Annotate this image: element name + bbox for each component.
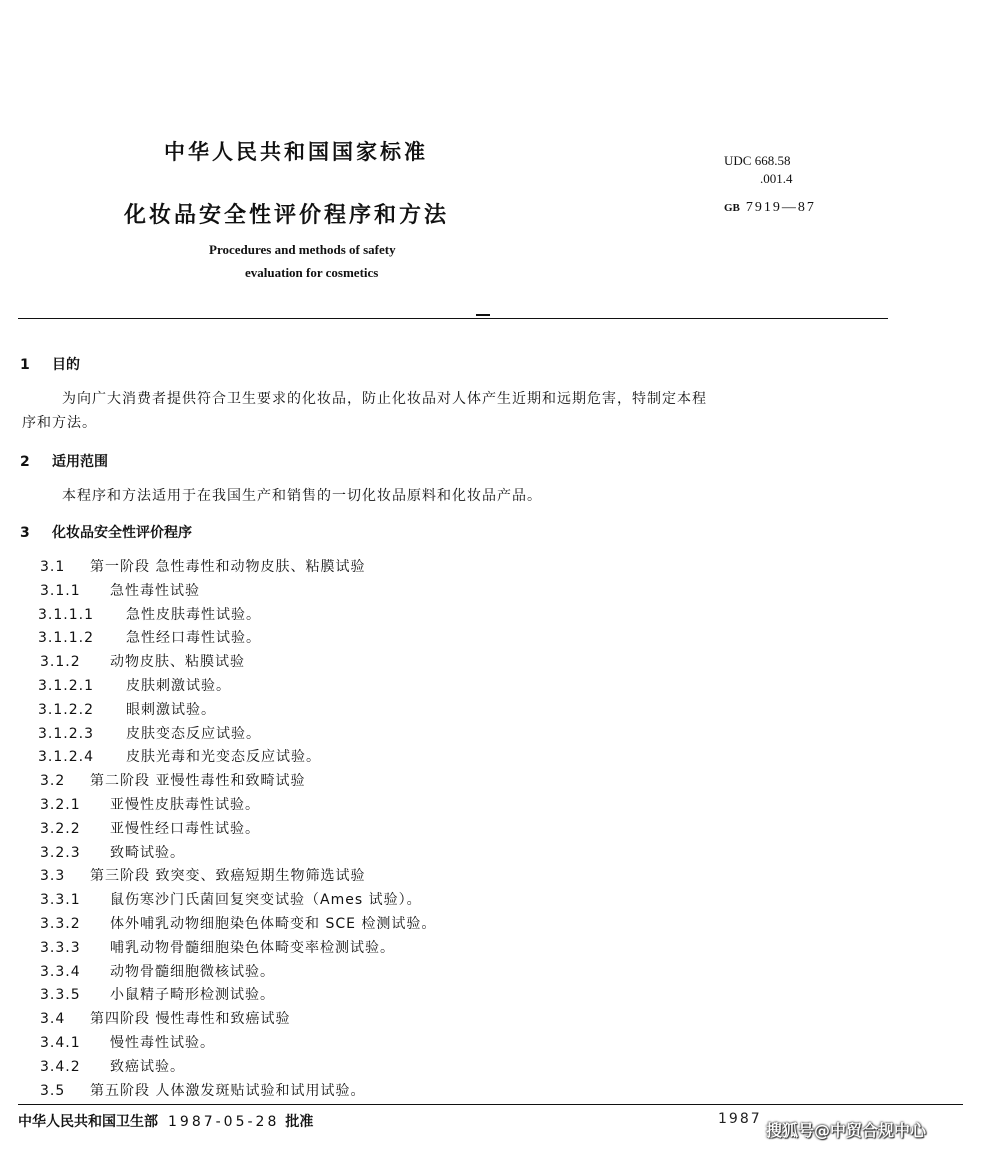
item-code: 3.3: [40, 868, 66, 884]
section-title: 目的: [52, 357, 80, 373]
procedure-item: [38, 699, 216, 719]
item-code: 3.1.1.2: [38, 630, 94, 646]
item-text: 急性皮肤毒性试验。: [126, 607, 261, 623]
section-2-heading: [20, 451, 108, 471]
procedure-item: [40, 651, 245, 671]
item-code: 3.1.2.3: [38, 726, 94, 742]
approver: 中华人民共和国卫生部: [18, 1114, 158, 1130]
item-text: 皮肤光毒和光变态反应试验。: [126, 749, 321, 765]
section-1-para-line1: 为向广大消费者提供符合卫生要求的化妆品，防止化妆品对人体产生近期和远期危害，特制定本程: [62, 391, 707, 407]
item-text: 眼刺激试验。: [126, 702, 216, 718]
gb-code: [724, 200, 816, 216]
watermark: 搜狐号@中贸合规中心: [766, 1121, 927, 1140]
procedure-item: [40, 984, 275, 1004]
procedure-item: [40, 889, 422, 909]
footer-rule: [18, 1104, 963, 1105]
item-text: 第一阶段 急性毒性和动物皮肤、粘膜试验: [90, 559, 366, 575]
item-code: 3.4: [40, 1011, 66, 1027]
item-text: 第五阶段 人体激发斑贴试验和试用试验。: [90, 1083, 366, 1099]
item-text: 动物皮肤、粘膜试验: [110, 654, 245, 670]
item-code: 3.3.5: [40, 987, 81, 1003]
procedure-item: [40, 1056, 185, 1076]
procedure-item: [38, 723, 261, 743]
approve-date: 1987-05-28: [168, 1114, 280, 1130]
header-dash: [476, 314, 490, 316]
item-text: 鼠伤寒沙门氏菌回复突变试验（Ames 试验）。: [110, 892, 422, 908]
item-text: 皮肤变态反应试验。: [126, 726, 261, 742]
procedure-item: [40, 937, 395, 957]
item-code: 3.3.2: [40, 916, 81, 932]
item-text: 致畸试验。: [110, 845, 185, 861]
item-text: 第三阶段 致突变、致癌短期生物筛选试验: [90, 868, 366, 884]
section-3-heading: [20, 522, 192, 542]
item-code: 3.1.1.1: [38, 607, 94, 623]
title-english-line2: evaluation for cosmetics: [245, 265, 379, 280]
item-code: 3.3.4: [40, 964, 81, 980]
procedure-item: [38, 746, 321, 766]
implementation-date: 1987: [718, 1111, 762, 1127]
item-code: 3.1.2.2: [38, 702, 94, 718]
procedure-item: [40, 1032, 215, 1052]
item-code: 3.4.1: [40, 1035, 81, 1051]
item-code: 3.4.2: [40, 1059, 81, 1075]
procedure-item: [40, 770, 305, 790]
title-chinese: 化妆品安全性评价程序和方法: [124, 203, 450, 228]
procedure-item: [40, 1080, 365, 1100]
item-code: 3.2: [40, 773, 66, 789]
procedure-item: [40, 818, 260, 838]
item-text: 哺乳动物骨髓细胞染色体畸变率检测试验。: [110, 940, 395, 956]
item-code: 3.1: [40, 559, 66, 575]
item-code: 3.5: [40, 1083, 66, 1099]
item-text: 急性毒性试验: [110, 583, 200, 599]
item-text: 小鼠精子畸形检测试验。: [110, 987, 275, 1003]
procedure-item: [40, 580, 200, 600]
item-text: 皮肤刺激试验。: [126, 678, 231, 694]
header-rule: [18, 318, 888, 319]
procedure-item: [40, 961, 275, 981]
item-text: 急性经口毒性试验。: [126, 630, 261, 646]
section-title: 适用范围: [52, 454, 108, 470]
section-title: 化妆品安全性评价程序: [52, 525, 192, 541]
item-code: 3.2.1: [40, 797, 81, 813]
procedure-item: [40, 1008, 290, 1028]
item-text: 慢性毒性试验。: [110, 1035, 215, 1051]
gb-prefix: GB: [724, 202, 740, 214]
section-2-para: 本程序和方法适用于在我国生产和销售的一切化妆品原料和化妆品产品。: [62, 488, 542, 504]
procedure-item: [40, 794, 260, 814]
item-text: 亚慢性经口毒性试验。: [110, 821, 260, 837]
title-english-line1: Procedures and methods of safety: [209, 242, 396, 257]
procedure-item: [38, 675, 231, 695]
approve-label: 批准: [285, 1114, 314, 1130]
item-code: 3.1.2.4: [38, 749, 94, 765]
procedure-item: [40, 913, 436, 933]
item-text: 亚慢性皮肤毒性试验。: [110, 797, 260, 813]
item-code: 3.3.1: [40, 892, 81, 908]
item-text: 第二阶段 亚慢性毒性和致畸试验: [90, 773, 306, 789]
item-text: 第四阶段 慢性毒性和致癌试验: [90, 1011, 291, 1027]
udc-line2: .001.4: [760, 171, 793, 186]
procedure-item: [40, 556, 365, 576]
section-1-heading: [20, 354, 80, 374]
section-number: 1: [20, 357, 30, 373]
procedure-item: [40, 842, 185, 862]
item-code: 3.2.3: [40, 845, 81, 861]
item-code: 3.1.2.1: [38, 678, 94, 694]
item-text: 动物骨髓细胞微核试验。: [110, 964, 275, 980]
section-1-para-line2: 序和方法。: [22, 415, 97, 431]
approval-line: [18, 1111, 313, 1131]
item-text: 致癌试验。: [110, 1059, 185, 1075]
item-code: 3.2.2: [40, 821, 81, 837]
item-code: 3.3.3: [40, 940, 81, 956]
item-text: 体外哺乳动物细胞染色体畸变和 SCE 检测试验。: [110, 916, 437, 932]
item-code: 3.1.2: [40, 654, 81, 670]
procedure-item: [40, 865, 365, 885]
section-number: 2: [20, 454, 30, 470]
udc-code: [724, 152, 793, 188]
procedure-item: [38, 604, 261, 624]
gb-number: 7919—87: [745, 200, 816, 215]
item-code: 3.1.1: [40, 583, 81, 599]
procedure-item: [38, 627, 261, 647]
section-number: 3: [20, 525, 30, 541]
udc-line1: UDC 668.58: [724, 153, 791, 168]
standard-name: 中华人民共和国国家标准: [164, 140, 428, 164]
